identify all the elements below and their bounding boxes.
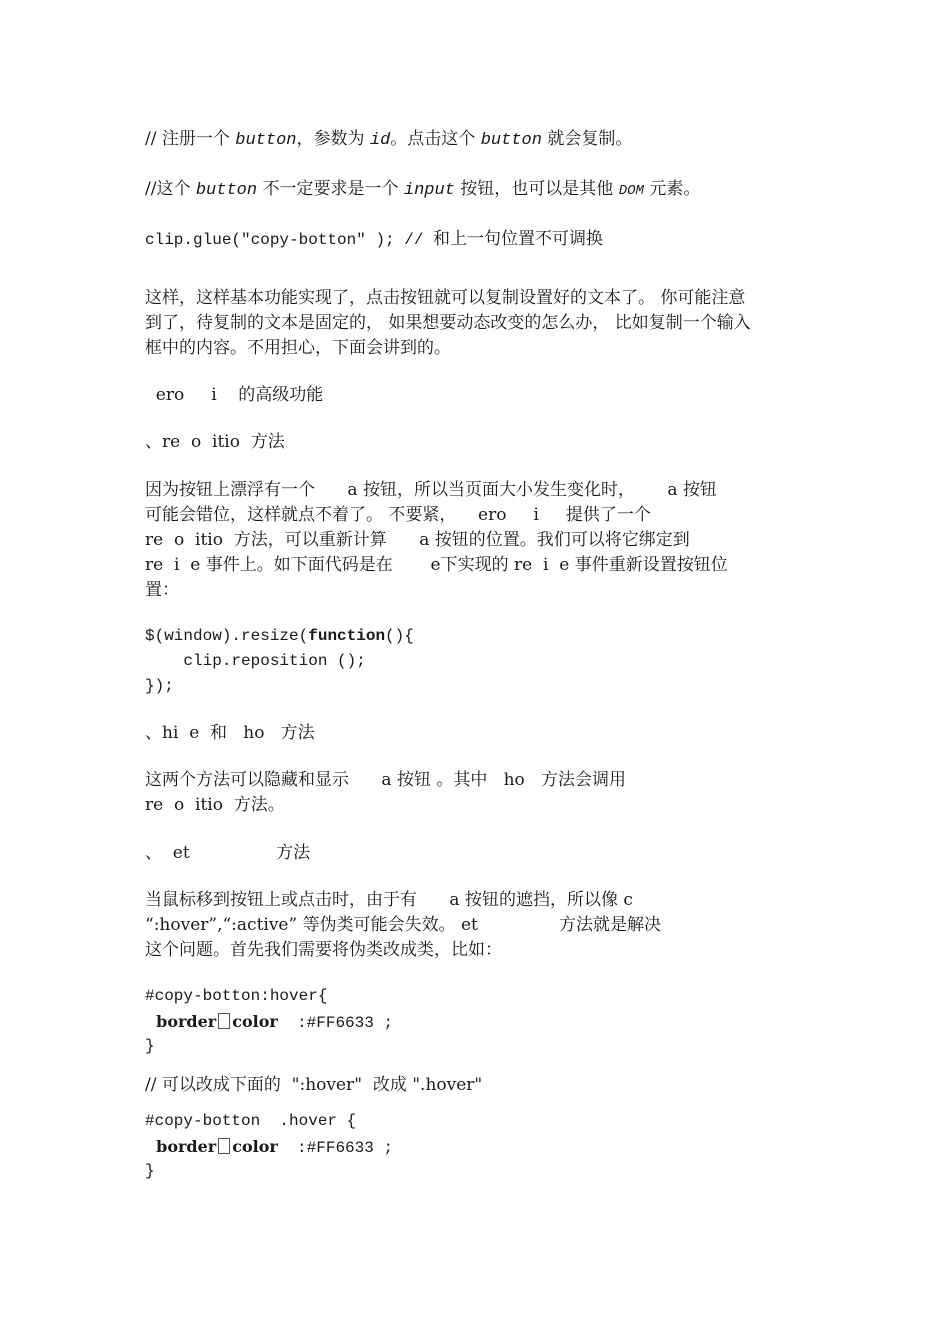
paragraph-line: “:hover”,“:active” 等伪类可能会失效。 et 方法就是解决 (145, 915, 661, 935)
missing-glyph-icon (218, 1013, 230, 1029)
code-line (145, 1009, 393, 1036)
code-word: button (195, 181, 258, 200)
comment-text: 和上一句位置不可调换 (433, 229, 604, 249)
paragraph-line: 可能会错位，这样就点不着了。 不要紧， ero i 提供了一个 (145, 505, 651, 525)
code-keyword: border (145, 1012, 217, 1031)
code-line: clip.reposition (); (145, 652, 366, 670)
code-word: button (235, 131, 297, 150)
code-line: } (145, 1037, 155, 1055)
text: 就会复制。 (541, 129, 633, 149)
text: 元素。 (643, 179, 701, 199)
paragraph-line: 这个问题。首先我们需要将伪类改成类，比如： (145, 940, 502, 960)
code-line (145, 624, 414, 649)
paragraph-line: 框中的内容。不用担心，下面会讲到的。 (145, 338, 451, 358)
paragraph-line: 当鼠标移到按钮上或点击时，由于有 a 按钮的遮挡，所以像 c (145, 890, 633, 910)
code-word: button (480, 131, 542, 150)
text: //这个 (145, 179, 196, 199)
code-keyword: color (232, 1012, 278, 1031)
text: 。点击这个 (390, 129, 481, 149)
code-word: input (403, 181, 455, 200)
code-line-glue (145, 227, 603, 253)
code-word: id (369, 131, 391, 150)
section-heading: 、hi e 和 ho 方法 (145, 723, 315, 743)
text: 不一定要求是一个 (257, 179, 404, 199)
comment-line-register (145, 127, 632, 153)
code-text: (){ (385, 627, 414, 645)
comment-line: // 可以改成下面的 ":hover" 改成 ".hover" (145, 1075, 483, 1095)
paragraph-line: 置： (145, 580, 179, 600)
code-word: DOM (618, 183, 644, 199)
code-line: #copy-botton .hover { (145, 1112, 357, 1130)
code-keyword: function (308, 627, 386, 645)
paragraph-line: re i e 事件上。如下面代码是在 e下实现的 re i e 事件重新设置按钮位 (145, 555, 728, 575)
text: 按钮，也可以是其他 (454, 179, 619, 199)
code-text: clip.glue("copy-botton" ); // (145, 231, 434, 249)
code-text: :#FF6633 ; (277, 1014, 394, 1032)
section-heading: 、re o itio 方法 (145, 432, 285, 452)
paragraph-line: 到了，待复制的文本是固定的， 如果想要动态改变的怎么办， 比如复制一个输入 (145, 313, 751, 333)
paragraph-line: re o itio 方法，可以重新计算 a 按钮的位置。我们可以将它绑定到 (145, 530, 690, 550)
code-line: } (145, 1162, 155, 1180)
comment-line-button (145, 177, 700, 204)
missing-glyph-icon (218, 1138, 230, 1154)
paragraph-line: 这样，这样基本功能实现了，点击按钮就可以复制设置好的文本了。 你可能注意 (145, 288, 746, 308)
code-keyword: border (145, 1137, 217, 1156)
code-text: :#FF6633 ; (277, 1139, 394, 1157)
code-line: #copy-botton:hover{ (145, 987, 328, 1005)
paragraph-line: 因为按钮上漂浮有一个 a 按钮，所以当页面大小发生变化时， a 按钮 (145, 480, 717, 500)
code-text: $(window).resize( (145, 627, 309, 645)
code-line (145, 1134, 393, 1161)
text: // 注册一个 (145, 129, 236, 149)
section-heading: ero i 的高级功能 (145, 385, 324, 405)
code-keyword: color (232, 1137, 278, 1156)
text: ，参数为 (296, 129, 370, 149)
paragraph-line: 这两个方法可以隐藏和显示 a 按钮 。其中 ho 方法会调用 (145, 770, 626, 790)
section-heading: 、 et 方法 (145, 843, 311, 863)
paragraph-line: re o itio 方法。 (145, 795, 285, 815)
code-line: }); (145, 677, 174, 695)
